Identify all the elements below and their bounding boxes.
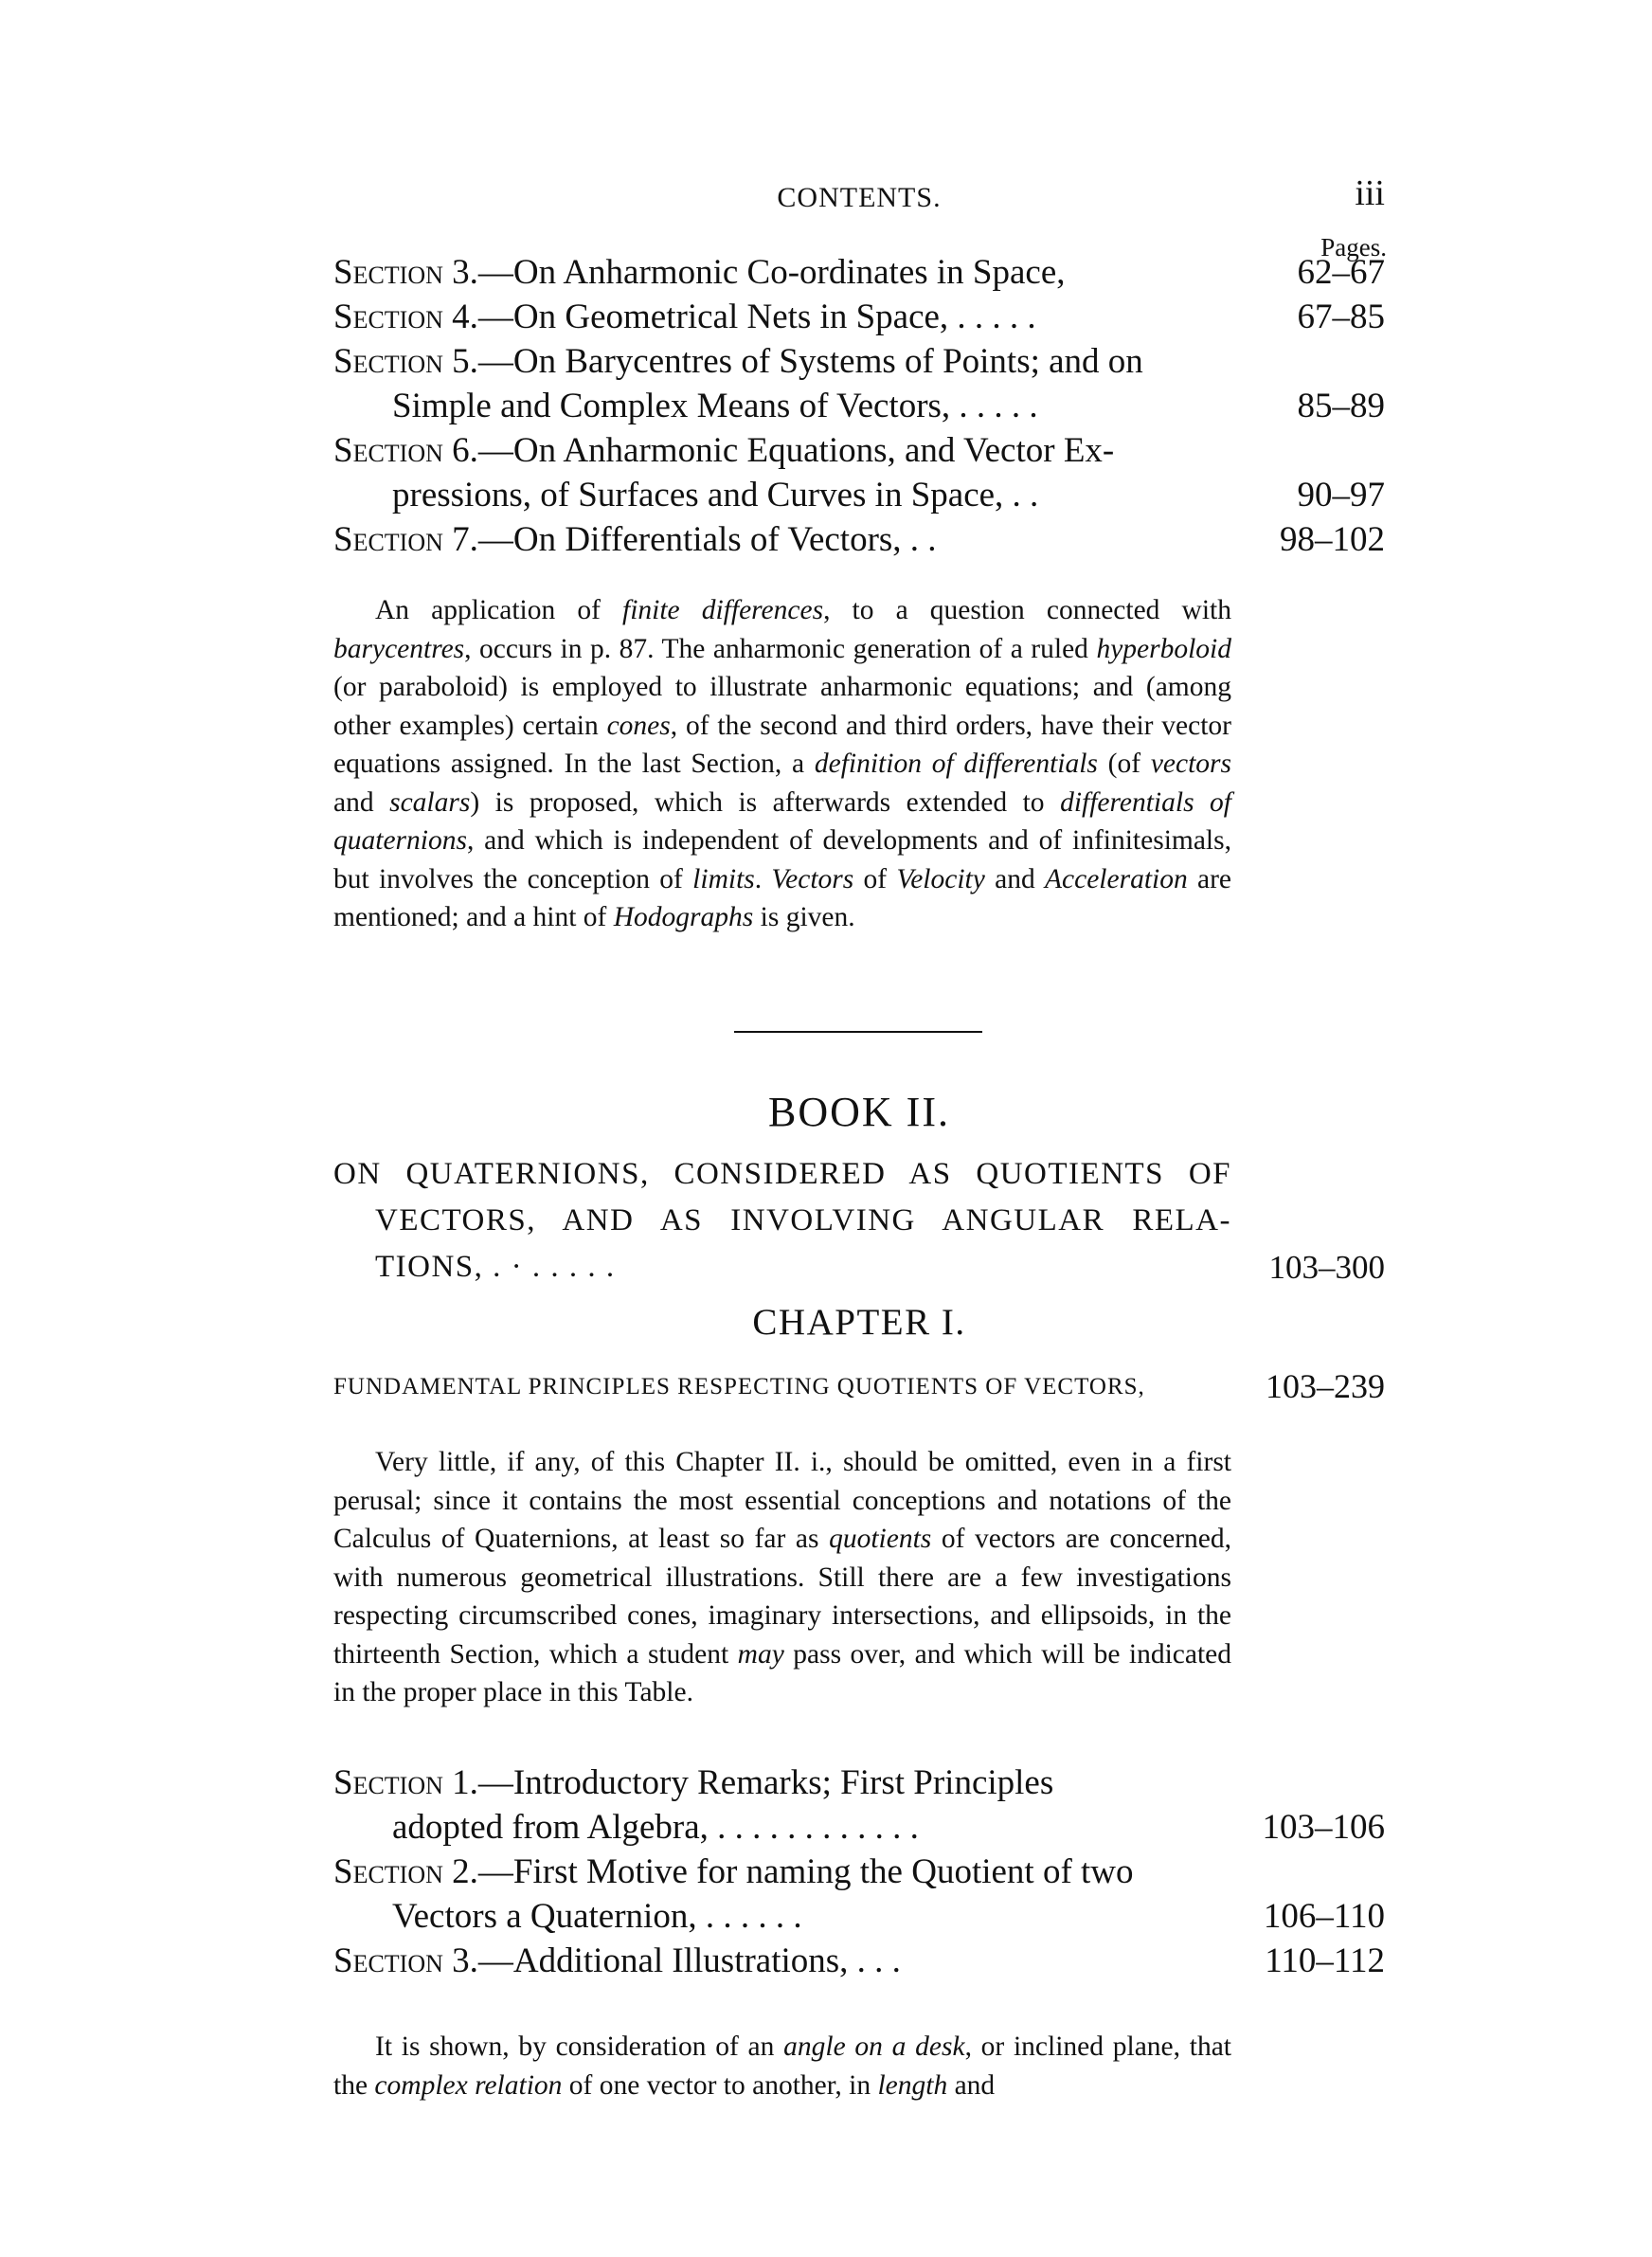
toc-entry — [333, 428, 1385, 517]
section-label: Section 3. — [333, 1941, 478, 1980]
entry-title: —On Anharmonic Equations, and Vector Ex- — [477, 431, 1115, 470]
entry-title-continued: pressions, of Surfaces and Curves in Space, . . — [392, 476, 1039, 515]
book-description: ON QUATERNIONS, CONSIDERED AS QUOTIENTS OF VECTORS, AND AS INVOLVING ANGULAR RELA- TIONS, . · . . . . . 103–300 — [333, 1151, 1385, 1291]
section-label: Section 6. — [333, 431, 478, 470]
book-heading: BOOK II. — [768, 1089, 950, 1135]
entry-title: —First Motive for naming the Quotient of two — [477, 1852, 1134, 1891]
entry-pages: 103–106 — [1262, 1808, 1385, 1847]
entry-title: —On Geometrical Nets in Space, . . . . . — [477, 298, 1036, 336]
entry-title-continued: Simple and Complex Means of Vectors, . . . . . — [392, 387, 1038, 425]
toc-entry — [333, 1760, 1385, 1850]
entry-pages: 110–112 — [1265, 1941, 1385, 1980]
chapter-heading: CHAPTER I. — [752, 1302, 966, 1343]
toc-entry — [333, 517, 1385, 562]
entry-title: —Additional Illustrations, . . . — [477, 1941, 901, 1980]
entry-title: —On Barycentres of Systems of Points; and on — [477, 342, 1143, 381]
toc-entry — [333, 1850, 1385, 1939]
entry-pages: 90–97 — [1297, 476, 1385, 515]
entry-title: —On Differentials of Vectors, . . — [477, 520, 937, 559]
pages-column-label: Pages. — [1320, 233, 1387, 262]
entry-pages: 98–102 — [1280, 520, 1385, 559]
entry-title: —On Anharmonic Co-ordinates in Space, — [477, 253, 1066, 292]
chapter-subtitle: FUNDAMENTAL PRINCIPLES RESPECTING QUOTIENTS OF VECTORS, 103–239 — [333, 1367, 1385, 1405]
book-pages: 103–300 — [1268, 1249, 1385, 1286]
section-label: Section 5. — [333, 342, 478, 381]
chapter-pages: 103–239 — [1266, 1367, 1385, 1405]
section-label: Section 1. — [333, 1763, 478, 1802]
entry-pages: 106–110 — [1263, 1897, 1385, 1936]
toc-part-two — [333, 1760, 1385, 1983]
toc-part-one — [333, 250, 1385, 562]
page-number: iii — [1355, 173, 1385, 213]
section-label: Section 7. — [333, 520, 478, 559]
entry-title-continued: adopted from Algebra, . . . . . . . . . . . . — [392, 1808, 919, 1847]
entry-pages: 67–85 — [1297, 298, 1385, 336]
section-divider — [734, 1031, 982, 1033]
page-header — [333, 169, 1385, 226]
toc-entry — [333, 339, 1385, 428]
section-label: Section 4. — [333, 298, 478, 336]
summary-note-angle: It is shown, by consideration of an angle on a desk, or inclined plane, that the complex relation of one vector to another, in length and — [333, 2031, 1231, 2101]
entry-pages: 62–67 — [1297, 253, 1385, 292]
toc-entry — [333, 1939, 1385, 1983]
entry-pages: 85–89 — [1297, 387, 1385, 425]
entry-title-continued: Vectors a Quaternion, . . . . . . — [392, 1897, 802, 1936]
summary-note-barycentres: An application of finite differences, to a question connected with barycentres, occurs in p. 87. The anharmonic generation of a ruled hyperboloid (or paraboloid) is employed to illustrate anharmonic equations; and (among other examples) certain cones, of the second and third orders, have their vector equations assigned. In the last Section, a definition of differentials (of vectors and scalars) is proposed, which is afterwards extended to differentials of quaternions, and which is independent of developments and of infinitesimals, but involves the conception of limits. Vectors of Velocity and Acceleration are mentioned; and a hint of Hodographs is given. — [333, 595, 1232, 932]
toc-entry — [333, 250, 1385, 295]
section-label: Section 2. — [333, 1852, 478, 1891]
toc-entry — [333, 295, 1385, 339]
entry-title: —Introductory Remarks; First Principles — [477, 1763, 1054, 1802]
section-label: Section 3. — [333, 253, 478, 292]
summary-note-chapter: Very little, if any, of this Chapter II. i., should be omitted, even in a first perusal; since it contains the most essential conceptions and notations of the Calculus of Quaternions, at least so far as quotients of vectors are concerned, with numerous geometrical illustrations. Still there are a few investigations respecting circumscribed cones, imaginary intersections, and ellipsoids, in the thirteenth Section, which a student may pass over, and which will be indicated in the proper place in this Table. — [333, 1447, 1231, 1707]
running-title: CONTENTS. — [777, 182, 942, 213]
